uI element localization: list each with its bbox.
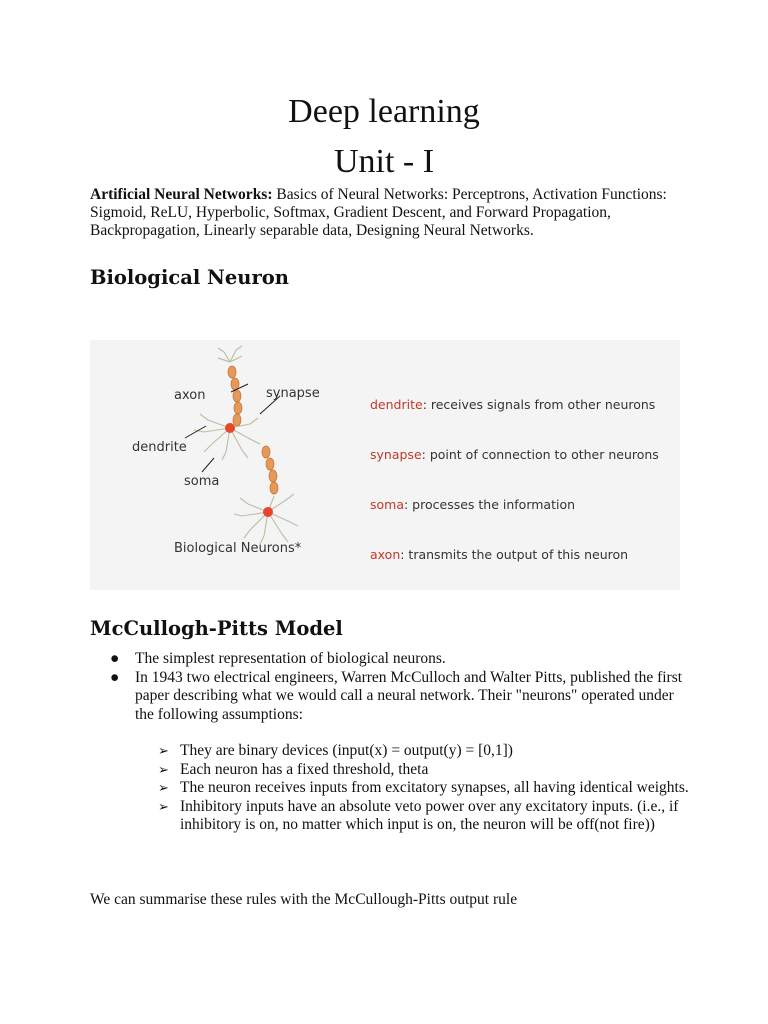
definition-synapse xyxy=(370,447,659,462)
definition-dendrite xyxy=(370,397,655,412)
sub-list-item-text: They are binary devices (input(x) = output(y) = [0,1]) xyxy=(180,742,513,759)
bullet-icon: ● xyxy=(110,650,120,667)
definition-term: dendrite xyxy=(370,397,423,412)
definition-text: : point of connection to other neurons xyxy=(421,447,659,462)
list-item xyxy=(90,650,690,669)
sub-list-item-text: Inhibitory inputs have an absolute veto power over any excitatory inputs. (i.e., if inhibitory is on, no matter which input is on, the neuron will be off(not fire)) xyxy=(180,797,679,833)
bullet-icon: ● xyxy=(110,668,120,686)
intro-paragraph xyxy=(90,186,690,240)
heading-mcculloch-pitts: McCullogh-Pitts Model xyxy=(90,617,343,640)
definition-text: : processes the information xyxy=(404,497,576,512)
list-item xyxy=(90,669,690,725)
heading-biological-neuron: Biological Neuron xyxy=(90,266,289,289)
arrow-bullet-icon: ➢ xyxy=(158,798,169,814)
label-axon: axon xyxy=(174,388,206,403)
closing-paragraph: We can summarise these rules with the McCullough-Pitts output rule xyxy=(90,891,518,908)
document-subtitle: Unit - I xyxy=(333,143,435,180)
label-dendrite: dendrite xyxy=(132,440,187,455)
definition-term: soma xyxy=(370,497,404,512)
sub-list-item-text: Each neuron has a fixed threshold, theta xyxy=(180,760,429,778)
sub-list-item xyxy=(90,761,690,780)
bullet-list xyxy=(90,650,690,724)
definition-term: axon xyxy=(370,547,401,562)
intro-bold-label: Artificial Neural Networks: xyxy=(90,186,273,203)
sub-list-item xyxy=(90,798,690,835)
sub-list-item xyxy=(90,779,690,798)
list-item-text: The simplest representation of biological neurons. xyxy=(135,650,446,667)
sub-list-item xyxy=(90,742,690,761)
list-item-text: In 1943 two electrical engineers, Warren McCulloch and Walter Pitts, published the first paper describing what we would call a neural network. Their "neurons" operated under the following assumptions: xyxy=(135,668,683,723)
document-title: Deep learning xyxy=(288,93,480,130)
arrow-bullet-icon: ➢ xyxy=(158,743,169,758)
intro-text: Basics of Neural Networks: Perceptrons, Activation Functions: Sigmoid, ReLU, Hyperbolic, Softmax, Gradient Descent, and Forward Propagation, Backpropagation, Linearly separable data, Designing Neural Networks. xyxy=(90,186,667,239)
label-soma: soma xyxy=(184,474,220,489)
definition-soma xyxy=(370,497,575,512)
sub-bullet-list xyxy=(90,742,690,835)
definition-text: : transmits the output of this neuron xyxy=(400,547,629,562)
definition-term: synapse xyxy=(370,447,422,462)
definition-axon xyxy=(370,547,628,562)
label-synapse: synapse xyxy=(266,386,320,401)
figure-caption: Biological Neurons* xyxy=(174,541,302,556)
definition-text: : receives signals from other neurons xyxy=(422,397,656,412)
biological-neuron-figure xyxy=(90,340,680,590)
arrow-bullet-icon: ➢ xyxy=(158,780,169,795)
sub-list-item-text: The neuron receives inputs from excitatory synapses, all having identical weights. xyxy=(180,779,689,796)
arrow-bullet-icon: ➢ xyxy=(158,761,169,777)
